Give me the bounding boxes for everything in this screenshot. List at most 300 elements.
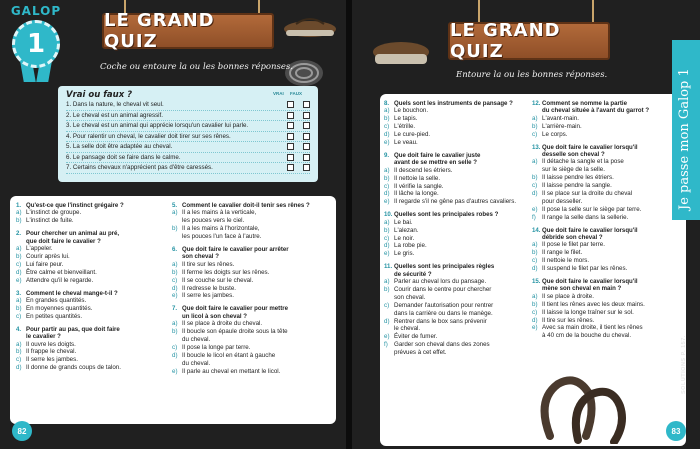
option-text: Il tient les rênes avec les deux mains. [542, 300, 645, 308]
question-text [172, 305, 332, 320]
option-letter: c) [384, 182, 390, 190]
false-column-header: FAUX [290, 91, 303, 96]
question-text [384, 100, 532, 107]
option-text: Le veau. [394, 139, 418, 147]
answer-option[interactable] [532, 123, 684, 131]
option-letter: b) [16, 348, 22, 356]
option-text: Il redresse le buste. [182, 284, 236, 292]
option-letter: c) [16, 356, 22, 364]
answer-option[interactable] [16, 341, 166, 349]
option-text: Il regarde s'il ne gêne pas d'autres cavaliers. [394, 198, 517, 206]
page-number: 82 [12, 421, 32, 441]
option-letter: c) [172, 276, 178, 284]
option-letter: b) [16, 252, 22, 260]
option-letter: e) [172, 367, 178, 375]
question-column [172, 202, 332, 381]
question-number: 2. [16, 230, 22, 238]
option-text: Il vérifie la sangle. [394, 182, 444, 190]
false-checkbox[interactable] [303, 112, 310, 119]
answer-option[interactable] [384, 183, 532, 191]
answer-option[interactable] [384, 302, 532, 318]
true-false-row [66, 163, 310, 174]
answer-option[interactable] [172, 344, 332, 352]
true-false-row [66, 121, 310, 132]
question-label [26, 202, 124, 209]
question-line: Que doit faire le cavalier pour mettre [182, 305, 288, 313]
answer-option[interactable] [384, 341, 532, 357]
answer-option[interactable] [16, 209, 166, 217]
answer-option[interactable] [172, 328, 332, 344]
question-line: de sécurité ? [394, 270, 432, 278]
answer-option[interactable] [384, 139, 532, 147]
option-letter: a) [172, 320, 178, 328]
answer-option[interactable] [384, 107, 532, 115]
option-text: Il a les mains à la verticale, les pouces vers le ciel. [182, 209, 257, 225]
answer-option[interactable] [16, 269, 166, 277]
question-line: Quels sont les instruments de pansage ? [394, 100, 513, 107]
option-text: Il serre les jambes. [26, 356, 78, 364]
question-label [26, 290, 118, 297]
question-label [542, 100, 649, 115]
horseshoe-icon [530, 370, 630, 444]
option-text: L'appeler. [26, 245, 53, 253]
question-number: 7. [172, 305, 178, 313]
option-letter: a) [172, 260, 178, 268]
answer-option[interactable] [384, 175, 532, 183]
question-text [16, 202, 166, 209]
option-text: En grandes quantités. [26, 296, 87, 304]
option-letter: a) [532, 241, 538, 249]
option-text: Il donne de grands coups de talon. [26, 364, 121, 372]
option-letter: a) [172, 209, 178, 217]
option-text: Il boucle le licol en étant à gauche du cheval. [182, 351, 276, 367]
option-text: Il nettoie le mors. [542, 257, 590, 265]
solutions-reference [681, 306, 691, 396]
false-checkbox[interactable] [303, 154, 310, 161]
option-text: Il suspend le filet par les rênes. [542, 265, 628, 273]
option-text: L'alezan. [394, 226, 419, 234]
question-number: 3. [16, 289, 22, 297]
statement: 7. Certains chevaux n'apprécient pas d'être caressés. [66, 164, 213, 172]
option-text: Être calme et bienveillant. [26, 268, 97, 276]
answer-option[interactable] [16, 313, 166, 321]
answer-option[interactable] [384, 235, 532, 243]
answer-option[interactable] [532, 249, 684, 257]
option-text: L'instinct de groupe. [26, 209, 82, 217]
question-text [16, 326, 166, 341]
side-tab-label: Je passe mon Galop 1 [677, 68, 692, 210]
question-label [26, 326, 120, 341]
question-text [16, 230, 166, 245]
galop-label: GALOP [10, 4, 62, 18]
option-text: En petites quantités. [26, 312, 83, 320]
answer-option[interactable] [384, 115, 532, 123]
question-text [16, 290, 166, 297]
option-text: Il laisse la longe traîner sur le sol. [542, 308, 634, 316]
question-text [532, 278, 684, 293]
option-text: Garder son cheval dans des zones prévues à cet effet. [394, 341, 490, 357]
option-letter: e) [384, 333, 390, 341]
question-line: Qu'est-ce que l'instinct grégaire ? [26, 202, 124, 209]
answer-option[interactable] [16, 261, 166, 269]
question-label [394, 100, 513, 107]
left-page [0, 0, 346, 449]
option-text: Le gris. [394, 250, 415, 258]
option-letter: c) [384, 123, 390, 131]
option-letter: a) [384, 107, 390, 115]
option-text: Rentrer dans le box sans prévenir le cheval. [394, 317, 487, 333]
false-checkbox[interactable] [303, 122, 310, 129]
option-letter: c) [384, 301, 390, 309]
true-checkbox[interactable] [287, 112, 294, 119]
brush-icon [282, 14, 338, 40]
option-text: Il range le filet. [542, 249, 583, 257]
question-block [172, 305, 332, 375]
true-checkbox[interactable] [287, 122, 294, 129]
answer-option[interactable] [532, 190, 684, 206]
question-line: Comment le cheval mange-t-il ? [26, 289, 118, 297]
option-letter: d) [532, 265, 538, 273]
option-letter: d) [384, 131, 390, 139]
question-label [182, 202, 310, 209]
option-letter: e) [384, 198, 390, 206]
question-line: un licol à son cheval ? [182, 312, 248, 320]
question-line: Que doit faire le cavalier juste [394, 151, 481, 159]
question-label [542, 278, 638, 293]
question-block [384, 100, 532, 147]
answer-option[interactable] [172, 320, 332, 328]
question-line: Que doit faire le cavalier pour arrêter [182, 246, 289, 254]
false-checkbox[interactable] [303, 101, 310, 108]
answer-option[interactable] [384, 318, 532, 334]
answer-option[interactable] [532, 115, 684, 123]
question-line: mène son cheval en main ? [542, 285, 622, 293]
answer-option[interactable] [532, 158, 684, 174]
option-letter: a) [16, 340, 22, 348]
answer-option[interactable] [384, 198, 532, 206]
option-text: Le cure-pied. [394, 131, 431, 139]
option-letter: b) [16, 304, 22, 312]
question-number: 9. [384, 151, 390, 159]
question-line: Comment se nomme la partie [542, 100, 627, 107]
option-text: L'avant-main. [542, 114, 579, 122]
galop-badge [6, 4, 66, 84]
answer-option[interactable] [532, 182, 684, 190]
option-letter: d) [16, 364, 22, 372]
true-false-row [66, 132, 310, 143]
option-letter: c) [532, 130, 538, 138]
answer-option[interactable] [384, 131, 532, 139]
option-letter: b) [384, 226, 390, 234]
true-false-row [66, 153, 310, 164]
option-letter: e) [532, 324, 538, 332]
statement: 3. Le cheval est un animal qui apprécie lorsqu'un cavalier lui parle. [66, 122, 249, 130]
statement: 2. Le cheval est un animal agressif. [66, 111, 163, 119]
question-label [182, 305, 288, 320]
option-letter: a) [16, 209, 22, 217]
page-title: LE GRAND QUIZ [450, 20, 561, 62]
true-checkbox[interactable] [287, 164, 294, 171]
option-letter: c) [384, 234, 390, 242]
page-number: 83 [666, 421, 686, 441]
false-checkbox[interactable] [303, 143, 310, 150]
question-line: Que doit faire le cavalier lorsqu'il [542, 278, 638, 286]
answer-option[interactable] [172, 277, 332, 285]
answer-option[interactable] [172, 261, 332, 269]
option-text: Avec sa main droite, il tient les rênes à 40 cm de la bouche du cheval. [542, 324, 643, 340]
question-label [542, 144, 638, 159]
question-text [532, 227, 684, 242]
answer-option[interactable] [532, 131, 684, 139]
answer-option[interactable] [172, 368, 332, 376]
option-letter: b) [172, 268, 178, 276]
question-line: du cheval située à l'avant du garrot ? [542, 107, 650, 115]
false-checkbox[interactable] [303, 133, 310, 140]
question-line: desselle son cheval ? [542, 150, 605, 158]
option-letter: f) [532, 213, 536, 221]
answer-option[interactable] [384, 219, 532, 227]
option-letter: a) [384, 278, 390, 286]
option-text: Il parle au cheval en mettant le licol. [182, 367, 281, 375]
question-block [172, 202, 332, 241]
answer-option[interactable] [532, 324, 684, 340]
option-letter: d) [532, 316, 538, 324]
answer-option[interactable] [172, 285, 332, 293]
question-label [394, 263, 494, 278]
question-line: que doit faire le cavalier ? [26, 237, 101, 245]
quiz-title-board [102, 10, 274, 52]
question-line: Quelles sont les principales robes ? [394, 211, 499, 219]
false-checkbox[interactable] [303, 164, 310, 171]
true-checkbox[interactable] [287, 154, 294, 161]
question-line: le cavalier ? [26, 333, 61, 341]
question-block [384, 152, 532, 206]
option-letter: b) [532, 174, 538, 182]
option-text: Courir dans le centre pour chercher son cheval. [394, 285, 492, 301]
option-letter: d) [172, 284, 178, 292]
answer-option[interactable] [532, 206, 684, 214]
quiz-title-board [448, 22, 610, 60]
question-block [16, 202, 166, 225]
option-letter: b) [384, 285, 390, 293]
right-page [352, 0, 700, 449]
answer-option[interactable] [172, 352, 332, 368]
answer-option[interactable] [16, 277, 166, 285]
option-letter: b) [172, 328, 178, 336]
question-block [532, 144, 684, 222]
option-text: Il ferme les doigts sur les rênes. [182, 268, 270, 276]
answer-option[interactable] [172, 225, 332, 241]
question-number: 5. [172, 202, 178, 209]
option-text: Il se place sur la droite du cheval pour desseller. [542, 189, 633, 205]
galop-number: 1 [26, 29, 46, 59]
brush-icon [370, 38, 432, 72]
answer-option[interactable] [384, 250, 532, 258]
option-text: La robe pie. [394, 242, 427, 250]
option-text: Le bai. [394, 218, 413, 226]
page-title: LE GRAND QUIZ [104, 10, 215, 52]
answer-option[interactable] [384, 227, 532, 235]
answer-option[interactable] [532, 174, 684, 182]
answer-option[interactable] [16, 305, 166, 313]
question-block [532, 100, 684, 139]
question-line: Que doit faire le cavalier lorsqu'il [542, 226, 638, 234]
option-text: Il ouvre les doigts. [26, 340, 76, 348]
answer-option[interactable] [384, 123, 532, 131]
answer-option[interactable] [172, 209, 332, 225]
question-text [172, 246, 332, 261]
option-text: Le tapis. [394, 115, 418, 123]
true-checkbox[interactable] [287, 133, 294, 140]
question-block [384, 263, 532, 357]
side-tab [672, 40, 700, 220]
answer-option[interactable] [384, 167, 532, 175]
option-text: Il serre les jambes. [182, 292, 234, 300]
option-letter: b) [532, 122, 538, 130]
question-line: Pour chercher un animal au pré, [26, 230, 120, 238]
question-number: 15. [532, 278, 541, 286]
answer-option[interactable] [532, 214, 684, 222]
answer-option[interactable] [16, 364, 166, 372]
option-text: L'étrille. [394, 123, 416, 131]
answer-option[interactable] [384, 190, 532, 198]
option-text: Parler au cheval lors du pansage. [394, 278, 487, 286]
answer-option[interactable] [532, 317, 684, 325]
statement: 6. Le pansage doit se faire dans le calme. [66, 153, 181, 161]
option-letter: b) [384, 174, 390, 182]
option-letter: d) [532, 189, 538, 197]
question-label [542, 227, 638, 242]
answer-option[interactable] [532, 301, 684, 309]
option-text: Il laisse pendre les étriers. [542, 174, 614, 182]
answer-option[interactable] [384, 333, 532, 341]
question-block [16, 230, 166, 284]
option-text: Il frappe le cheval. [26, 348, 77, 356]
option-letter: e) [172, 292, 178, 300]
answer-option[interactable] [172, 269, 332, 277]
option-letter: a) [16, 245, 22, 253]
question-block [16, 326, 166, 372]
option-text: Il tire sur les rênes. [542, 316, 595, 324]
option-letter: c) [532, 308, 538, 316]
answer-option[interactable] [532, 257, 684, 265]
question-line: Pour partir au pas, que doit faire [26, 325, 120, 333]
option-letter: a) [532, 158, 538, 166]
rosette-icon [12, 20, 60, 68]
instruction-text: Entoure la ou les bonnes réponses. [456, 70, 608, 80]
question-text [172, 202, 332, 209]
option-letter: b) [172, 225, 178, 233]
question-label [394, 211, 498, 218]
option-letter: a) [16, 296, 22, 304]
question-line: Quelles sont les principales règles [394, 263, 495, 271]
true-false-title: Vrai ou faux ? [66, 90, 133, 100]
option-text: Il se place à droite. [542, 292, 594, 300]
quiz-panel-left [10, 196, 336, 424]
question-line: Que doit faire le cavalier lorsqu'il [542, 143, 638, 151]
answer-option[interactable] [384, 278, 532, 286]
answer-option[interactable] [16, 297, 166, 305]
option-letter: c) [532, 257, 538, 265]
answer-option[interactable] [532, 293, 684, 301]
answer-option[interactable] [16, 253, 166, 261]
answer-option[interactable] [384, 242, 532, 250]
question-column [532, 100, 684, 345]
question-number: 4. [16, 325, 22, 333]
option-text: En moyennes quantités. [26, 304, 93, 312]
question-number: 12. [532, 100, 541, 107]
answer-option[interactable] [532, 241, 684, 249]
answer-option[interactable] [384, 286, 532, 302]
question-line: débride son cheval ? [542, 234, 603, 241]
option-text: Il range la selle dans la sellerie. [542, 213, 629, 221]
option-text: Il boucle son épaule droite sous la tête du cheval. [182, 328, 288, 343]
question-block [16, 290, 166, 321]
answer-option[interactable] [16, 356, 166, 364]
option-letter: c) [16, 312, 22, 320]
true-false-row [66, 142, 310, 153]
option-text: Demander l'autorisation pour rentrer dans la carrière ou dans le manège. [394, 301, 494, 317]
true-checkbox[interactable] [287, 101, 294, 108]
option-letter: e) [16, 276, 22, 284]
answer-option[interactable] [16, 245, 166, 253]
option-text: Éviter de fumer. [394, 333, 438, 341]
answer-option[interactable] [16, 217, 166, 225]
statement: 5. La selle doit être adaptée au cheval. [66, 143, 173, 151]
option-letter: b) [16, 217, 22, 225]
option-text: Il pose la selle sur le siège par terre. [542, 205, 642, 213]
option-letter: f) [384, 341, 388, 349]
option-text: Il se place à droite du cheval. [182, 320, 263, 328]
question-number: 13. [532, 143, 541, 151]
statement: 1. Dans la nature, le cheval vit seul. [66, 101, 164, 109]
option-text: Il pose la longe par terre. [182, 343, 251, 351]
statement: 4. Pour ralentir un cheval, le cavalier doit tirer sur ses rênes. [66, 132, 231, 140]
question-number: 1. [16, 202, 22, 209]
question-label [394, 152, 480, 167]
question-text [532, 100, 684, 115]
option-letter: d) [384, 317, 390, 325]
option-letter: e) [532, 205, 538, 213]
question-text [384, 263, 532, 278]
true-checkbox[interactable] [287, 143, 294, 150]
instruction-text: Coche ou entoure la ou les bonnes réponses. [100, 62, 293, 72]
question-text [384, 211, 532, 218]
answer-option[interactable] [532, 265, 684, 273]
answer-option[interactable] [16, 348, 166, 356]
option-letter: b) [532, 249, 538, 257]
true-false-row [66, 100, 310, 111]
question-number: 14. [532, 226, 541, 234]
option-letter: d) [172, 351, 178, 359]
option-text: Il tire sur les rênes. [182, 260, 235, 268]
option-text: Courir après lui. [26, 252, 70, 260]
option-letter: a) [384, 166, 390, 174]
answer-option[interactable] [532, 309, 684, 317]
option-text: L'arrière-main. [542, 122, 582, 130]
question-label [26, 230, 119, 245]
option-text: Il se couche sur le cheval. [182, 276, 254, 284]
question-column [384, 100, 532, 362]
option-letter: b) [384, 115, 390, 123]
question-number: 6. [172, 246, 178, 254]
option-letter: e) [384, 139, 390, 147]
answer-option[interactable] [172, 292, 332, 300]
option-letter: e) [384, 250, 390, 258]
question-block [384, 211, 532, 258]
option-text: Il lâche la longe. [394, 190, 439, 198]
question-number: 8. [384, 100, 390, 107]
